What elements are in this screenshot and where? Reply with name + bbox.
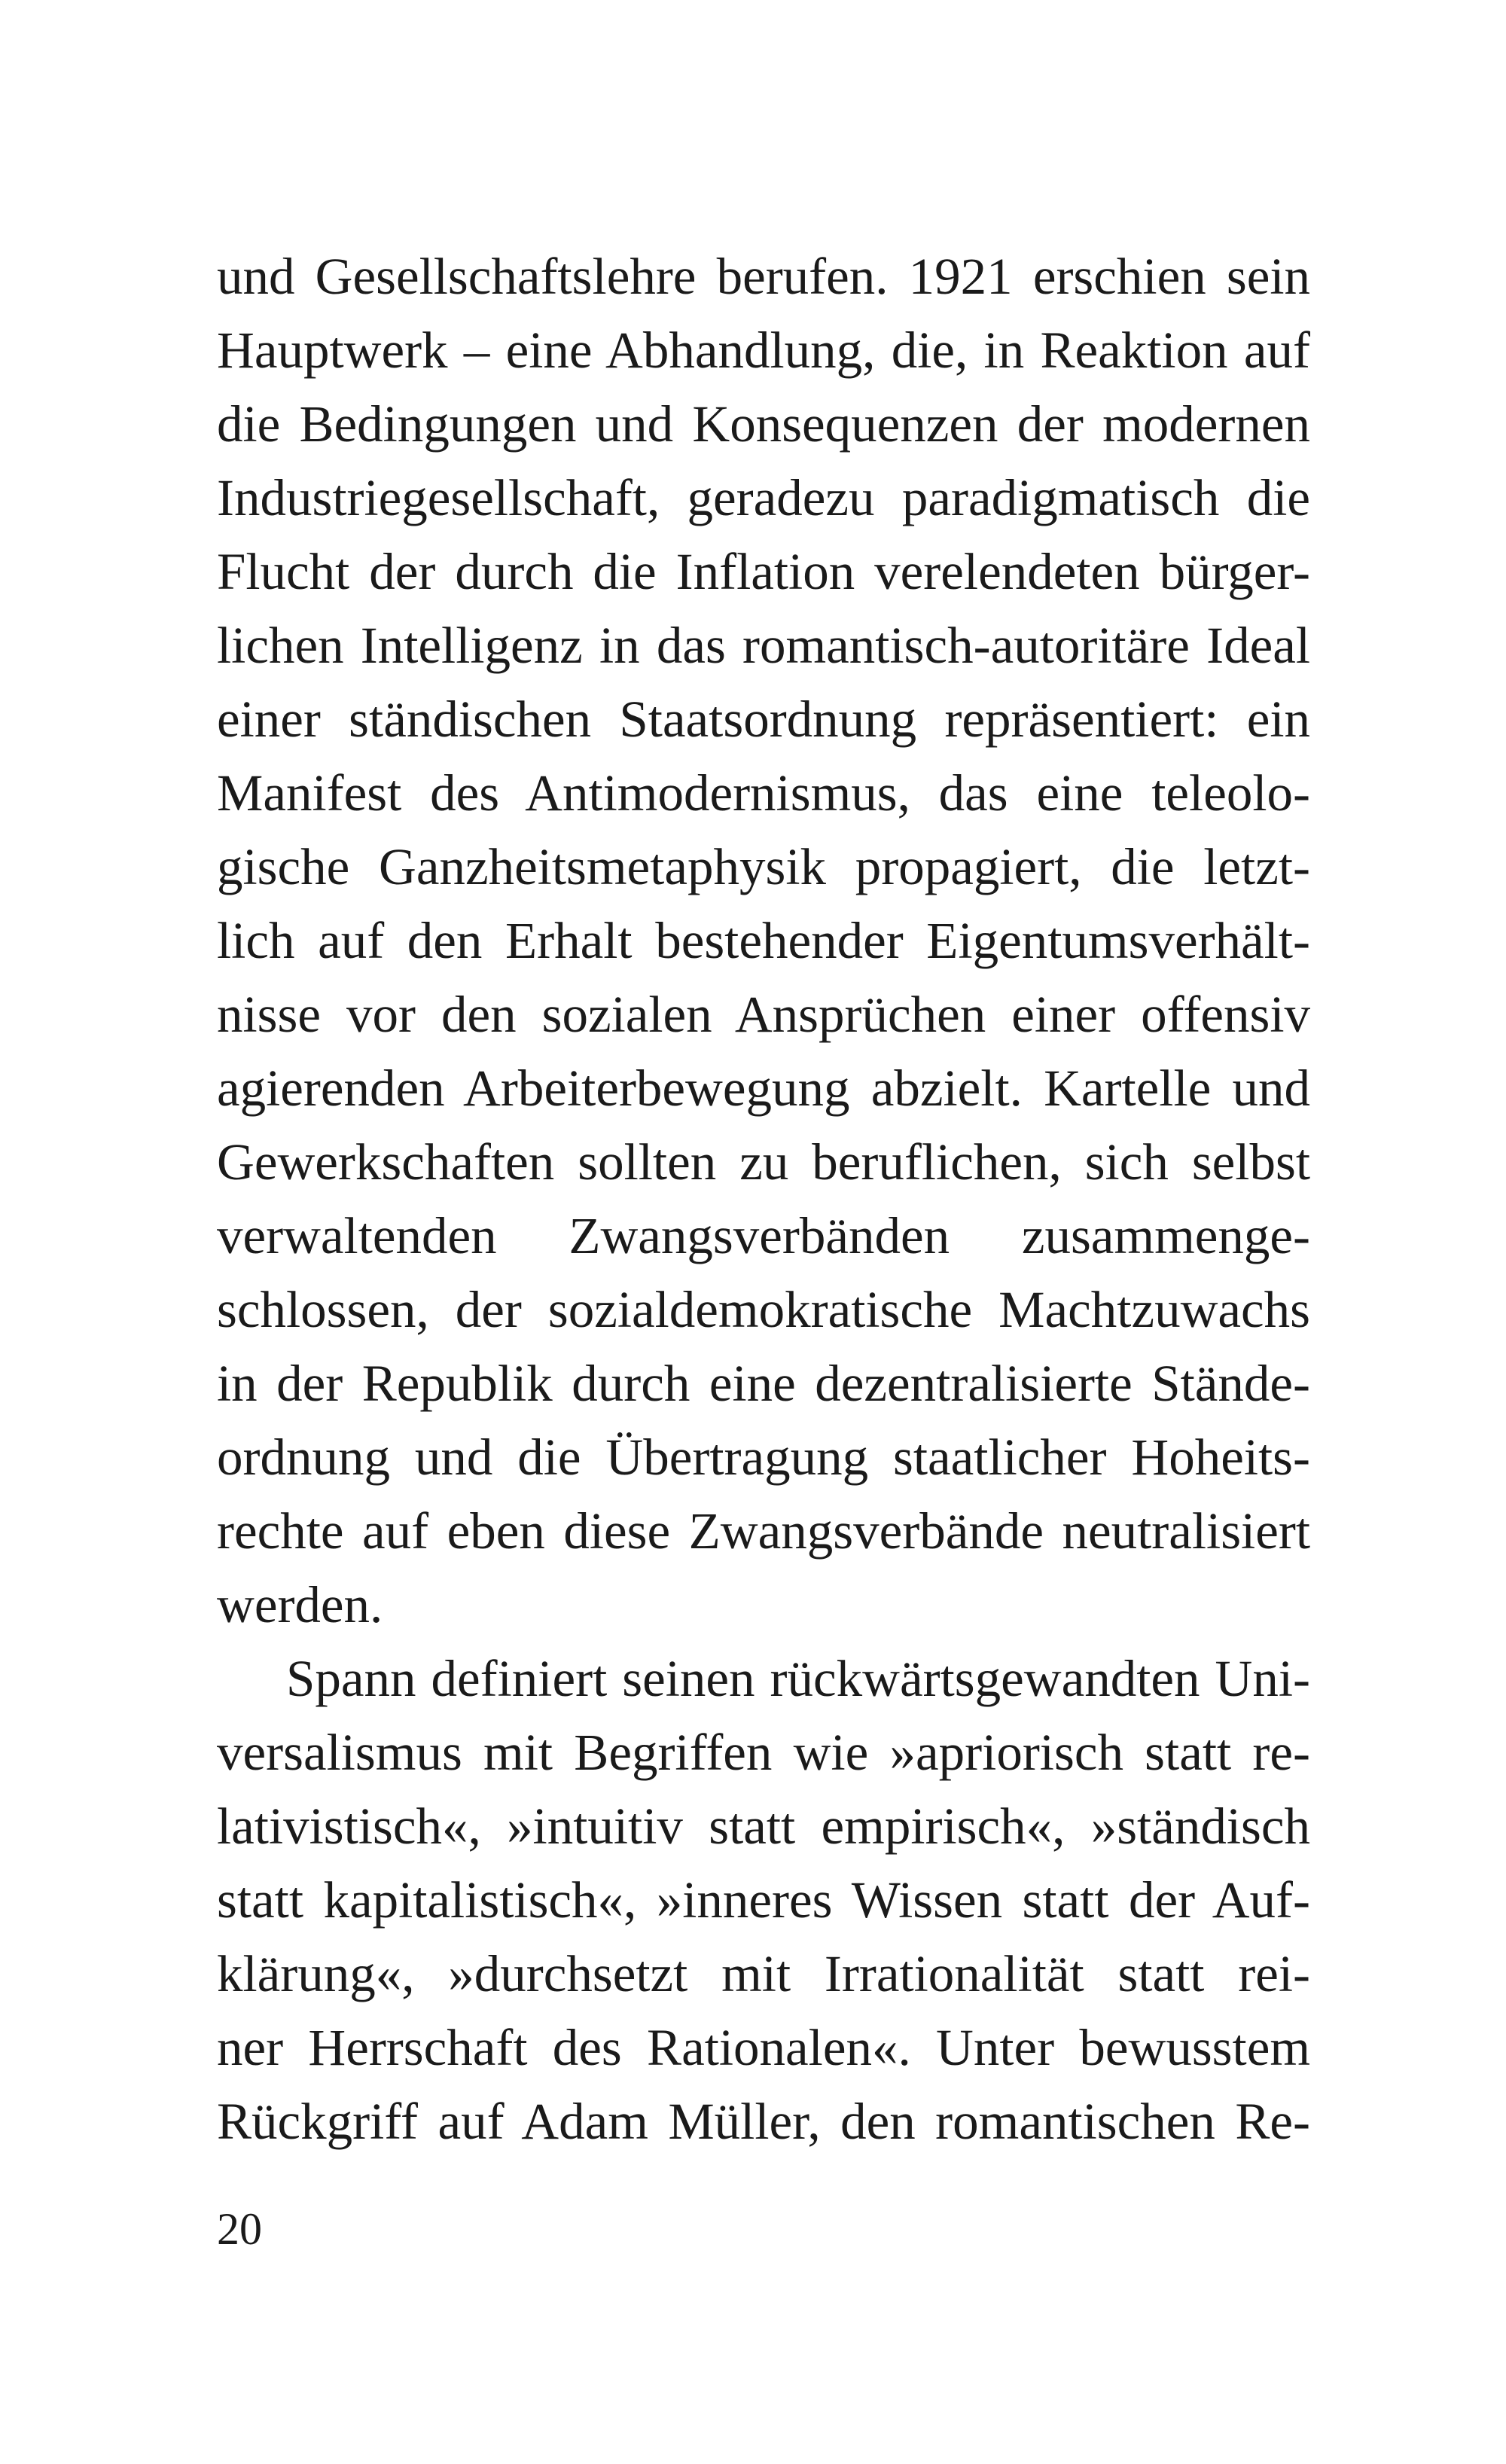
text-line: Spann definiert seinen rückwärtsgewandten Uni- bbox=[286, 1650, 1310, 1707]
text-line: Gewerkschaften sollten zu beruflichen, sich selbst bbox=[217, 1133, 1310, 1191]
text-line: in der Republik durch eine dezentralisierte Stände- bbox=[217, 1355, 1310, 1412]
text-line: statt kapitalistisch«, »inneres Wissen statt der Auf- bbox=[217, 1871, 1310, 1929]
page-number: 20 bbox=[217, 2204, 262, 2254]
text-line: ordnung und die Übertragung staatlicher Hoheits- bbox=[217, 1429, 1310, 1486]
body-text bbox=[217, 239, 1310, 2158]
text-line: lichen Intelligenz in das romantisch-autoritäre Ideal bbox=[217, 617, 1310, 674]
paragraph-1 bbox=[217, 239, 1310, 1642]
text-line: versalismus mit Begriffen wie »apriorisch statt re- bbox=[217, 1724, 1310, 1781]
text-line: Flucht der durch die Inflation verelendeten bürger- bbox=[217, 543, 1310, 600]
text-line: gische Ganzheitsmetaphysik propagiert, die letzt- bbox=[217, 838, 1310, 895]
text-line: die Bedingungen und Konsequenzen der modernen bbox=[217, 395, 1310, 453]
text-line: Rückgriff auf Adam Müller, den romantischen Re- bbox=[217, 2093, 1310, 2150]
text-line: lativistisch«, »intuitiv statt empirisch«, »ständisch bbox=[217, 1798, 1310, 1855]
text-line: ner Herrschaft des Rationalen«. Unter bewusstem bbox=[217, 2019, 1310, 2076]
text-line: und Gesellschaftslehre berufen. 1921 erschien sein bbox=[217, 248, 1310, 305]
text-line: nisse vor den sozialen Ansprüchen einer offensiv bbox=[217, 986, 1310, 1043]
text-line: verwaltenden Zwangsverbänden zusammenge- bbox=[217, 1207, 1310, 1264]
text-line: rechte auf eben diese Zwangsverbände neutralisiert bbox=[217, 1502, 1310, 1560]
text-line: einer ständischen Staatsordnung repräsentiert: ein bbox=[217, 691, 1310, 748]
text-line: lich auf den Erhalt bestehender Eigentumsverhält- bbox=[217, 912, 1310, 969]
text-line: werden. bbox=[217, 1576, 383, 1633]
paragraph-2 bbox=[217, 1642, 1310, 2158]
text-line: schlossen, der sozialdemokratische Machtzuwachs bbox=[217, 1281, 1310, 1338]
text-line: Manifest des Antimodernismus, das eine teleolo- bbox=[217, 764, 1310, 822]
text-line: agierenden Arbeiterbewegung abzielt. Kartelle und bbox=[217, 1060, 1310, 1117]
text-line: klärung«, »durchsetzt mit Irrationalität statt rei- bbox=[217, 1945, 1310, 2002]
text-line: Hauptwerk – eine Abhandlung, die, in Reaktion auf bbox=[217, 322, 1310, 379]
text-line: Industriegesellschaft, geradezu paradigmatisch die bbox=[217, 469, 1310, 526]
